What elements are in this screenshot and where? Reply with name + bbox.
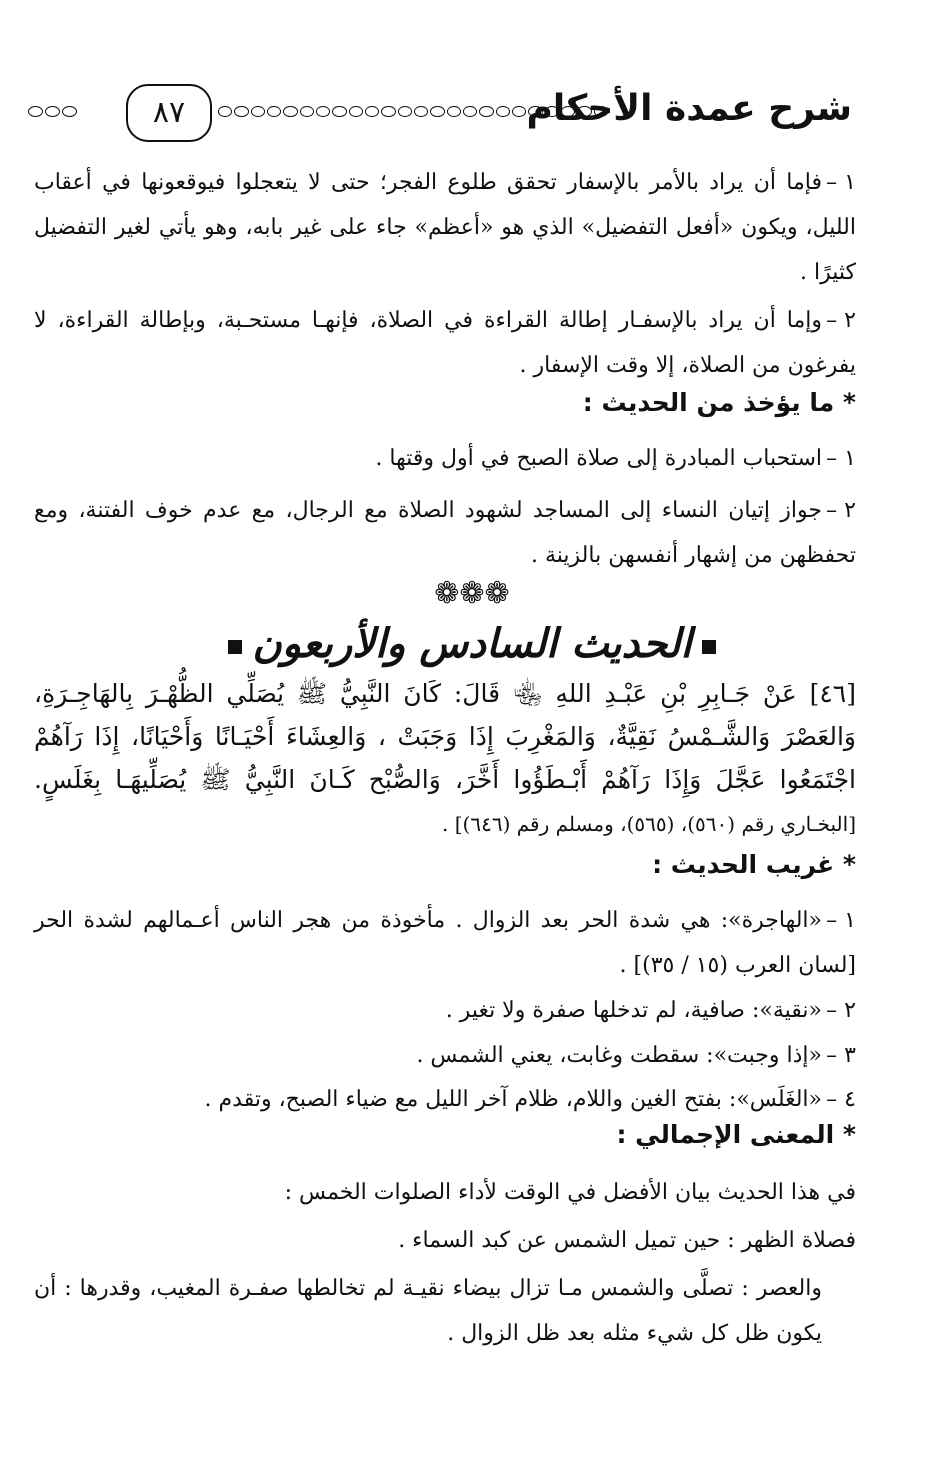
item-number: ٤ – — [826, 1087, 856, 1112]
flower-divider: ❁❁❁ — [434, 576, 510, 611]
hadith-text-block — [34, 672, 856, 846]
meaning-paragraph-3: والعصر : تصلَّى والشمس مـا تزال بيضاء نقيـة لم تخالطها صفـرة المغيب، وقدرها : أن يكون ظل كل شيء مثله بعد ظل الزوال . — [34, 1276, 822, 1346]
hadith-reference: [البخـاري رقم (٥٦٠)، (٥٦٥)، ومسلم رقم (٦٤٦)] . — [442, 812, 856, 836]
section-heading-meaning: * المعنى الإجمالي : — [616, 1120, 856, 1149]
item-text: «نقية»: صافية، لم تدخلها صفرة ولا تغير . — [445, 998, 822, 1023]
point-text: فإما أن يراد بالأمر بالإسفار تحقق طلوع الفجر؛ حتى لا يتعجلوا فيوقعونها في أعقاب الليل، ويكون «أفعل التفضيل» الذي هو «أعظم» جاء على غير بابه، وهو يأتي لغير التفضيل كثيرًا . — [34, 170, 856, 285]
item-number: ٢ – — [826, 498, 856, 523]
item-number: ١ – — [826, 446, 856, 471]
gharib-item-3 — [34, 1033, 856, 1078]
item-text: «الغَلَس»: بفتح الغين واللام، ظلام آخر الليل مع ضياء الصبح، وتقدم . — [204, 1087, 822, 1112]
meaning-paragraph-1: في هذا الحديث بيان الأفضل في الوقت لأداء الصلوات الخمس : — [284, 1180, 856, 1205]
benefit-item-1 — [34, 436, 856, 481]
ornament-border-short — [28, 106, 90, 120]
point-number: ١ – — [826, 170, 856, 195]
benefit-item-2 — [34, 488, 856, 578]
hadith-title: الحديث السادس والأربعون — [0, 620, 944, 667]
page-header — [28, 84, 852, 154]
point-number: ٢ – — [826, 308, 856, 333]
hadith-text: [٤٦] عَنْ جَـابِرِ بْنِ عَبْـدِ اللهِ ﵄ قَالَ: كَانَ النَّبِيُّ ﷺ يُصَلِّي الظُّهْـرَ بِالهَاجِـرَةِ، وَالعَصْرَ وَالشَّـمْسُ نَقِيَّةٌ، وَالمَغْرِبَ إِذَا وَجَبَتْ ، وَالعِشَاءَ أَحْيَـانًا وَأَحْيَانًا، إِذَا رَآهُمْ اجْتَمَعُوا عَجَّلَ وَإِذَا رَآهُمْ أَبْـطَؤُوا أَخَّرَ، وَالصُّبْح كَـانَ النَّبِيُّ ﷺ يُصَلِّيهَـا بِغَلَسٍ. — [34, 679, 856, 794]
meaning-paragraph-2: فصلاة الظهر : حين تميل الشمس عن كبد السماء . — [398, 1228, 856, 1253]
page-number: ٨٧ — [126, 84, 212, 142]
item-number: ٢ – — [826, 998, 856, 1023]
point-2 — [34, 298, 856, 388]
item-text: جواز إتيان النساء إلى المساجد لشهود الصلاة مع الرجال، مع عدم خوف الفتنة، ومع تحفظهن من إشهار أنفسهن بالزينة . — [34, 498, 856, 568]
point-text: وإما أن يراد بالإسفـار إطالة القراءة في الصلاة، فإنهـا مستحـبة، وبإطالة القراءة، لا يفرغون من الصلاة، إلا وقت الإسفار . — [34, 308, 856, 378]
book-title: شرح عمدة الأحكام — [526, 88, 852, 129]
item-number: ٣ – — [826, 1043, 856, 1068]
square-bullet-icon — [228, 640, 242, 654]
gharib-item-1 — [34, 898, 856, 988]
gharib-item-2 — [34, 988, 856, 1033]
ornament-border — [218, 106, 608, 120]
square-bullet-icon — [702, 640, 716, 654]
item-text: «الهاجرة»: هي شدة الحر بعد الزوال . مأخوذة من هجر الناس أعـمالهم لشدة الحر [لسان العرب (١٥ / ٣٥)] . — [34, 908, 856, 978]
item-number: ١ – — [826, 908, 856, 933]
item-text: «إذا وجبت»: سقطت وغابت، يعني الشمس . — [416, 1043, 822, 1068]
item-text: استحباب المبادرة إلى صلاة الصبح في أول وقتها . — [375, 446, 822, 471]
gharib-item-4 — [34, 1077, 856, 1122]
section-heading-benefits: * ما يؤخذ من الحديث : — [582, 388, 856, 417]
section-heading-gharib: * غريب الحديث : — [652, 850, 856, 879]
point-1 — [34, 160, 856, 295]
